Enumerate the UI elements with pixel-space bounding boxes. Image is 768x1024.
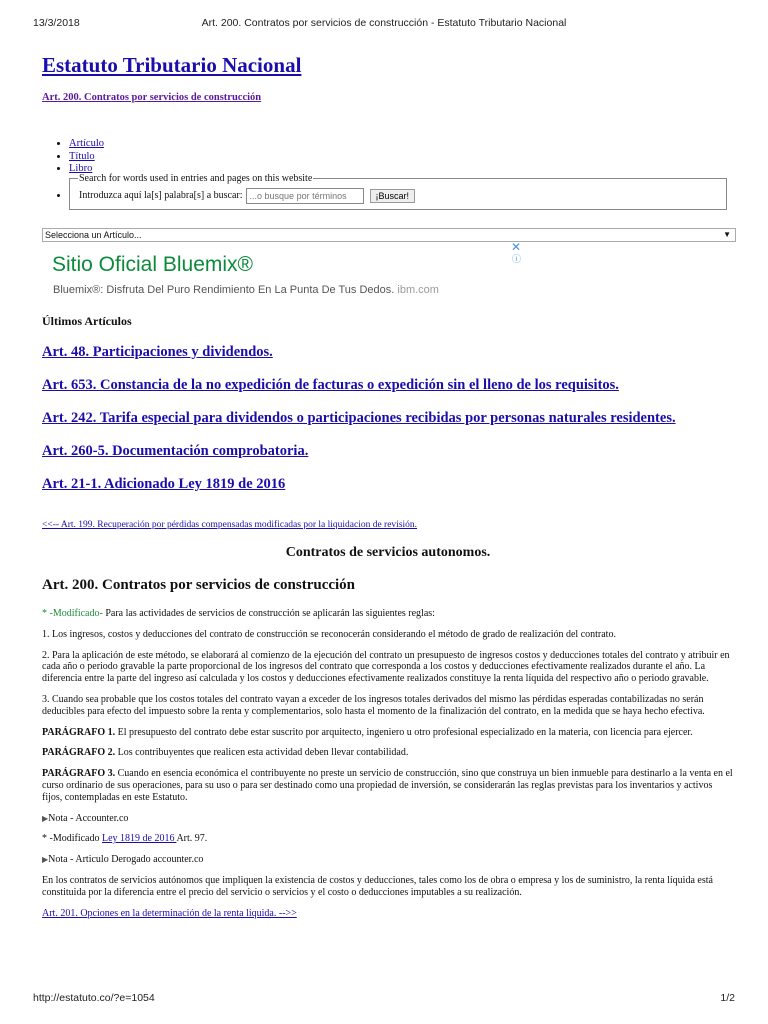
article-select[interactable]	[42, 228, 736, 242]
next-article-link[interactable]: Art. 201. Opciones en la determinación de la renta liquida. -->>	[42, 907, 297, 919]
modification-suffix: Art. 97.	[176, 833, 208, 845]
note-derogated[interactable]	[42, 854, 734, 866]
latest-article-link[interactable]: Art. 260-5. Documentación comprobatoria.	[42, 443, 309, 459]
latest-articles-list	[42, 343, 734, 508]
page-content	[42, 50, 734, 919]
prev-article-nav	[42, 520, 417, 530]
ad-domain: ibm.com	[397, 284, 439, 296]
print-date: 13/3/2018	[33, 17, 80, 29]
paragraph-1-text: El presupuesto del contrato debe estar suscrito por arquitecto, ingeniero u otro profesional especializado en la materia, con licencia para ejercer.	[115, 726, 693, 738]
article-title: Art. 200. Contratos por servicios de construcción	[42, 577, 356, 593]
ad-info-icon[interactable]: ⓘ	[512, 254, 522, 264]
paragraph-3	[42, 768, 734, 803]
modification-prefix: * -Modificado	[42, 833, 102, 845]
search-legend: • Search for words used in entries and pages on this website	[79, 172, 313, 184]
latest-article-link[interactable]: Art. 653. Constancia de la no expedición de facturas o expedición sin el lleno de los requisitos.	[42, 377, 619, 393]
paragraph-2	[42, 747, 734, 759]
latest-article-link[interactable]: Art. 242. Tarifa especial para dividendos o participaciones recibidas por personas naturales residentes.	[42, 410, 676, 426]
latest-article-item	[42, 409, 734, 427]
article-subtitle	[42, 92, 734, 103]
search-fieldset	[69, 173, 727, 211]
latest-article-item	[42, 442, 734, 460]
intro-text: Para las actividades de servicios de construcción se aplicarán las siguientes reglas:	[102, 608, 435, 619]
article-subtitle-link[interactable]: Art. 200. Contratos por servicios de construcción	[42, 92, 262, 103]
nav-link-articulo[interactable]: Artículo	[69, 138, 104, 149]
note-accounter[interactable]	[42, 813, 734, 825]
latest-article-item	[42, 343, 734, 361]
nav-link-libro[interactable]: Libro	[69, 163, 93, 174]
nav-item-titulo	[69, 151, 734, 164]
note-accounter-text: Nota - Accounter.co	[48, 812, 129, 824]
prev-article-link[interactable]: <<-- Art. 199. Recuperación por pérdidas compensadas modificadas por la liquidacion de revisión.	[42, 520, 418, 530]
print-page-number: 1/2	[720, 992, 735, 1004]
search-button[interactable]: ¡Buscar!	[370, 189, 416, 203]
paragraph-1	[42, 727, 734, 739]
nav-item-articulo	[69, 138, 734, 151]
print-document-title: Art. 200. Contratos por servicios de construcción - Estatuto Tributario Nacional	[201, 17, 567, 29]
paragraph-2-text: Los contribuyentes que realicen esta actividad deben llevar contabilidad.	[115, 747, 409, 759]
rule-1: 1. Los ingresos, costos y deducciones del contrato de construcción se reconocerán considerando el método de grado de realización del contrato.	[42, 628, 616, 640]
rule-2: 2. Para la aplicación de este método, se elaborará al comienzo de la ejecución del contrato un presupuesto de ingresos costos y deducciones totales del contrato y atribuir en cada año o periodo gravable la parte proporcional de los ingresos del contrato que corresponda a los costos y deducciones efectivamente realizados durante el año. La diferencia entre la parte del ingreso así calculada y los costos y deducciones efectivamente realizados constituye la renta líquida del respectivo año o periodo gravable.	[42, 649, 730, 685]
article-select-value: Selecciona un Artículo...	[45, 230, 142, 240]
ad-close-icon[interactable]: ✕	[511, 240, 522, 254]
ad-banner[interactable]	[42, 243, 522, 298]
nav-item-search	[69, 173, 734, 211]
article-nav	[42, 138, 734, 210]
intro-paragraph	[42, 608, 734, 620]
modification-note	[42, 833, 734, 845]
print-header	[33, 17, 735, 33]
latest-article-item	[42, 475, 734, 493]
latest-article-link[interactable]: Art. 21-1. Adicionado Ley 1819 de 2016	[42, 476, 286, 492]
search-label: Introduzca aquí la[s] palabra[s] a buscar:	[79, 189, 243, 201]
closing-paragraph: En los contratos de servicios autónomos que impliquen la existencia de costos y deducciones, tales como los de obra o empresa y los de suministro, la renta líquida está constituida por la diferencia entre el precio del servicio o servicios y el costo o deducciones imputables a su realización.	[42, 874, 713, 898]
expand-triangle-icon: ▶	[42, 813, 49, 823]
section-title: Contratos de servicios autonomos.	[285, 545, 491, 560]
nav-link-titulo[interactable]: Título	[69, 150, 95, 162]
rule-3: 3. Cuando sea probable que los costos totales del contrato vayan a exceder de los ingresos totales derivados del mismo las pérdidas esperadas contabilizadas no serán deducibles para efecto del impuesto sobre la renta y complementarios, solo hasta el momento de la finalización del contrato, en la medida que se haya hecho efectiva.	[42, 693, 705, 717]
expand-triangle-icon: ▶	[42, 855, 49, 865]
next-article-nav	[42, 908, 734, 920]
ad-title[interactable]: Sitio Oficial Bluemix®	[52, 253, 254, 276]
latest-articles-heading: Últimos Artículos	[42, 314, 132, 328]
search-input[interactable]	[246, 188, 364, 204]
ad-description-text: Bluemix®: Disfruta Del Puro Rendimiento En La Punta De Tus Dedos.	[53, 284, 395, 296]
search-row	[78, 188, 718, 204]
dropdown-arrow-icon: ▼	[723, 230, 731, 239]
law-link[interactable]: Ley 1819 de 2016	[102, 833, 177, 845]
site-title-link[interactable]: Estatuto Tributario Nacional	[42, 53, 302, 77]
latest-article-item	[42, 376, 734, 394]
ad-description	[53, 284, 439, 296]
article-body	[42, 608, 734, 928]
paragraph-3-label: PARÁGRAFO 3.	[42, 768, 116, 780]
paragraph-2-label: PARÁGRAFO 2.	[42, 747, 116, 759]
paragraph-1-label: PARÁGRAFO 1.	[42, 726, 116, 738]
latest-article-link[interactable]: Art. 48. Participaciones y dividendos.	[42, 344, 273, 360]
site-title	[42, 53, 734, 78]
print-footer	[33, 992, 735, 1008]
modified-tag: * -Modificado-	[42, 608, 103, 619]
print-url: http://estatuto.co/?e=1054	[33, 992, 155, 1004]
note-derogated-text: Nota - Articulo Derogado accounter.co	[48, 854, 204, 866]
paragraph-3-text: Cuando en esencia económica el contribuyente no preste un servicio de construcción, sino que construya un bien inmueble para destinarlo a la venta en el curso ordinario de sus operaciones, para su uso o para ser destinado como una propiedad de inversión, se considerarán las reglas previstas para los inventarios y activos fijos, contempladas en este Estatuto.	[42, 768, 733, 803]
